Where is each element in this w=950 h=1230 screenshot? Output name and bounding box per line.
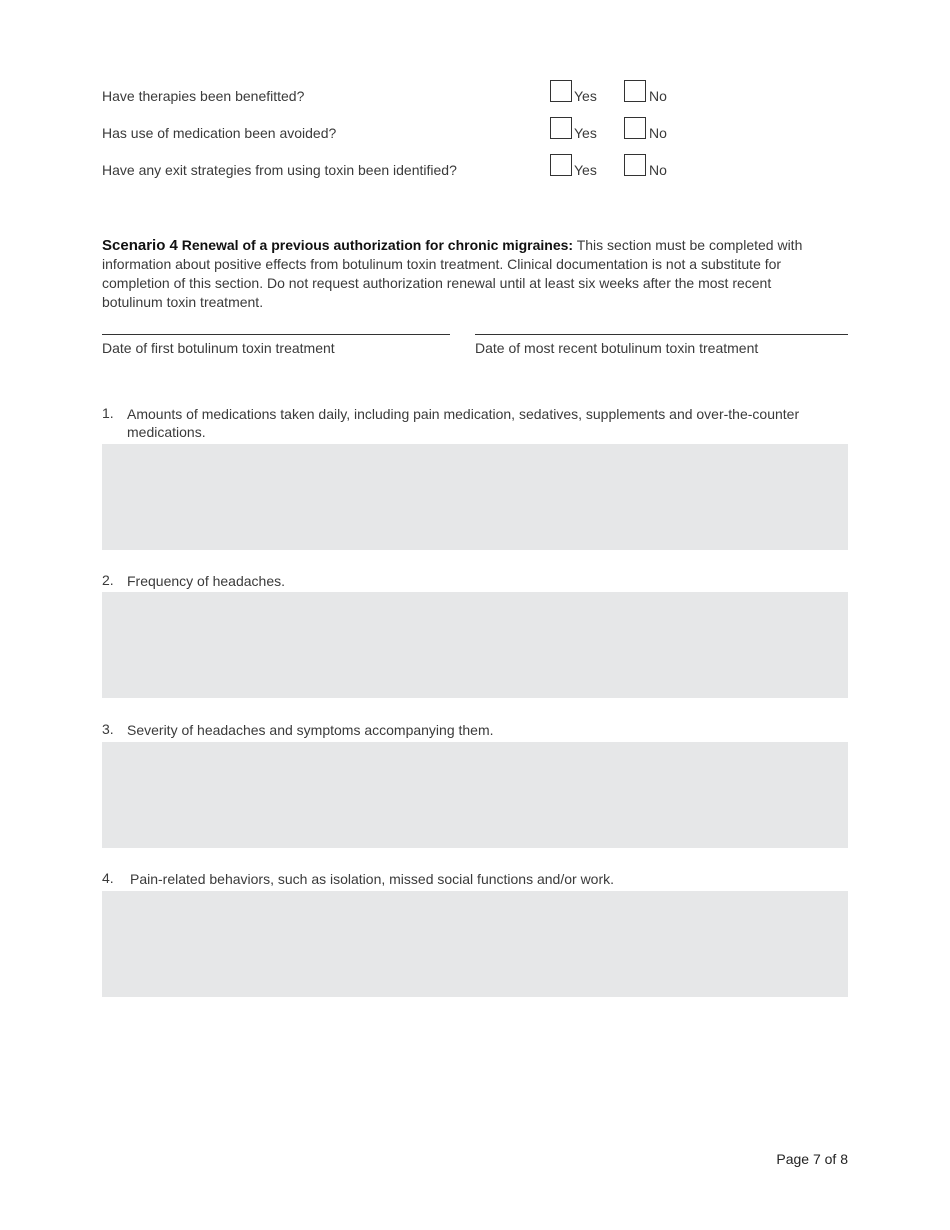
- page-number: Page 7 of 8: [776, 1151, 848, 1167]
- question-text: Severity of headaches and symptoms accompanying them.: [127, 722, 494, 738]
- question-row-medication-avoided: [102, 117, 702, 143]
- question-row-therapies-benefitted: [102, 80, 702, 106]
- medications-answer-field[interactable]: [102, 444, 848, 550]
- no-checkbox[interactable]: [624, 80, 646, 102]
- scenario-title: Renewal of a previous authorization for chronic migraines:: [181, 237, 574, 253]
- question-number: 1.: [102, 405, 114, 421]
- question-text: Have any exit strategies from using toxin been identified?: [102, 162, 457, 178]
- scenario-number: Scenario 4: [102, 237, 178, 254]
- yes-checkbox[interactable]: [550, 80, 572, 102]
- no-label: No: [649, 88, 667, 104]
- scenario-4-instructions: [102, 236, 822, 312]
- question-text: Has use of medication been avoided?: [102, 125, 337, 141]
- no-label: No: [649, 162, 667, 178]
- date-first-label: Date of first botulinum toxin treatment: [102, 340, 335, 356]
- frequency-answer-field[interactable]: [102, 592, 848, 698]
- yes-checkbox[interactable]: [550, 154, 572, 176]
- no-checkbox[interactable]: [624, 154, 646, 176]
- date-recent-label: Date of most recent botulinum toxin treatment: [475, 340, 759, 356]
- yes-label: Yes: [574, 125, 597, 141]
- no-checkbox[interactable]: [624, 117, 646, 139]
- question-row-exit-strategies: [102, 154, 702, 180]
- yes-checkbox[interactable]: [550, 117, 572, 139]
- question-text: Frequency of headaches.: [127, 573, 285, 589]
- question-text: Pain-related behaviors, such as isolation, missed social functions and/or work.: [130, 871, 615, 887]
- date-recent-treatment-field[interactable]: [475, 334, 848, 356]
- question-number: 3.: [102, 721, 114, 737]
- question-text: Amounts of medications taken daily, including pain medication, sedatives, supplements and over-the-counter medications.: [127, 406, 800, 440]
- date-first-line[interactable]: [102, 334, 450, 335]
- date-first-treatment-field[interactable]: [102, 334, 450, 356]
- severity-answer-field[interactable]: [102, 742, 848, 848]
- question-number: 2.: [102, 572, 114, 588]
- behaviors-answer-field[interactable]: [102, 891, 848, 997]
- yes-label: Yes: [574, 162, 597, 178]
- question-number: 4.: [102, 870, 114, 886]
- question-text: Have therapies been benefitted?: [102, 88, 305, 104]
- date-recent-line[interactable]: [475, 334, 848, 335]
- scenario-body: This section must be completed with information about positive effects from botulinum toxin treatment. Clinical documentation is not a substitute for completion of this section. Do not request authorization renewal until at least six weeks after the most recent botulinum toxin treatment.: [102, 237, 803, 310]
- yes-label: Yes: [574, 88, 597, 104]
- no-label: No: [649, 125, 667, 141]
